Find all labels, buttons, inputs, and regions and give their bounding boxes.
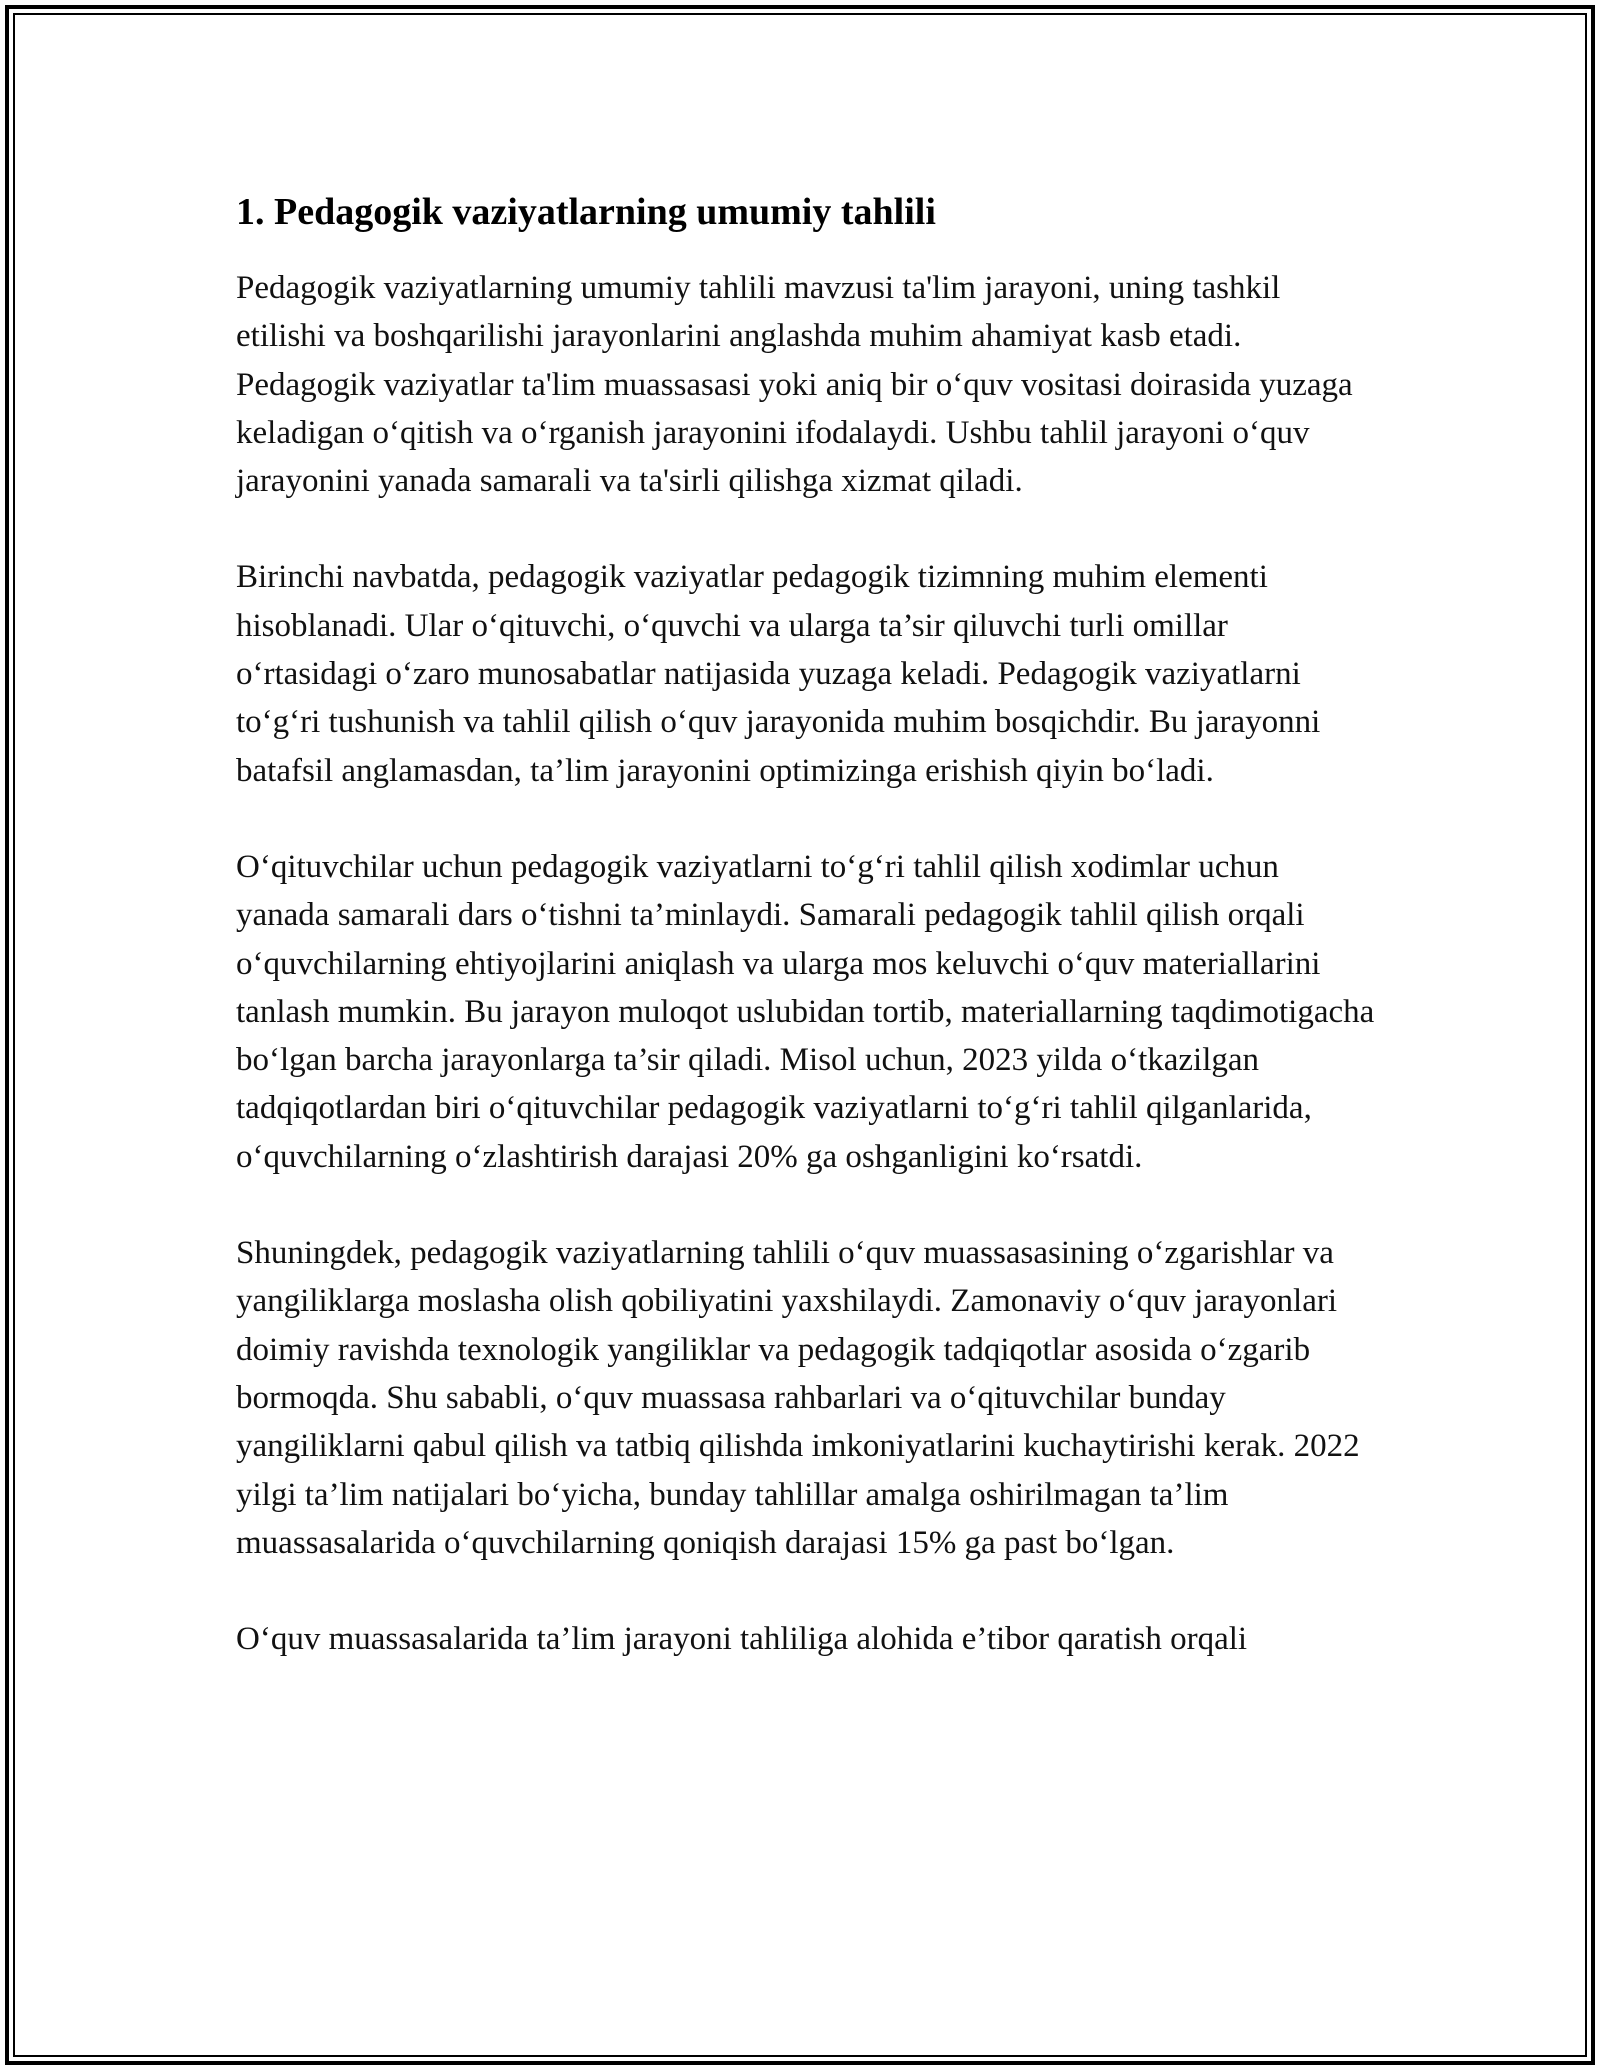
paragraph-3: Oʻqituvchilar uchun pedagogik vaziyatlarni toʻgʻri tahlil qilish xodimlar uchun yanada samarali dars oʻtishni ta’minlaydi. Samarali pedagogik tahlil qilish orqali oʻquvchilarning ehtiyojlarini aniqlash va ularga mos keluvchi oʻquv materiallarini tanlash mumkin. Bu jarayon muloqot uslubidan tortib, materiallarning taqdimotigacha boʻlgan barcha jarayonlarga ta’sir qiladi. Misol uchun, 2023 yilda oʻtkazilgan tadqiqotlardan biri oʻqituvchilar pedagogik vaziyatlarni toʻgʻri tahlil qilganlarida, oʻquvchilarning oʻzlashtirish darajasi 20% ga oshganligini koʻrsatdi. [236, 848, 1375, 1175]
paragraph-1: Pedagogik vaziyatlarning umumiy tahlili mavzusi ta'lim jarayoni, uning tashkil etilishi va boshqarilishi jarayonlarini anglashda muhim ahamiyat kasb etadi. Pedagogik vaziyatlar ta'lim muassasasi yoki aniq bir oʻquv vositasi doirasida yuzaga keladigan oʻqitish va oʻrganish jarayonini ifodalaydi. Ushbu tahlil jarayoni oʻquv jarayonini yanada samarali va ta'sirli qilishga xizmat qiladi. [236, 270, 1353, 500]
paragraph-5: Oʻquv muassasalarida ta’lim jarayoni tahliliga alohida e’tibor qaratish orqali [236, 1621, 1248, 1658]
paragraph-4: Shuningdek, pedagogik vaziyatlarning tahlili oʻquv muassasasining oʻzgarishlar va yangiliklarga moslasha olish qobiliyatini yaxshilaydi. Zamonaviy oʻquv jarayonlari doimiy ravishda texnologik yangiliklar va pedagogik tadqiqotlar asosida oʻzgarib bormoqda. Shu sababli, oʻquv muassasa rahbarlari va oʻqituvchilar bunday yangiliklarni qabul qilish va tatbiq qilishda imkoniyatlarini kuchaytirishi kerak. 2022 yilgi ta’lim natijalari boʻyicha, bunday tahlillar amalga oshirilmagan ta’lim muassasalarida oʻquvchilarning qoniqish darajasi 15% ga past boʻlgan. [236, 1235, 1360, 1561]
document-body [236, 186, 1376, 1711]
paragraph-2: Birinchi navbatda, pedagogik vaziyatlar pedagogik tizimning muhim elementi hisoblanadi. Ular oʻqituvchi, oʻquvchi va ularga ta’sir qiluvchi turli omillar oʻrtasidagi oʻzaro munosabatlar natijasida yuzaga keladi. Pedagogik vaziyatlarni toʻgʻri tushunish va tahlil qilish oʻquv jarayonida muhim bosqichdir. Bu jarayonni batafsil anglamasdan, ta’lim jarayonini optimizinga erishish qiyin boʻladi. [236, 559, 1321, 789]
section-heading: 1. Pedagogik vaziyatlarning umumiy tahlili [236, 191, 936, 233]
